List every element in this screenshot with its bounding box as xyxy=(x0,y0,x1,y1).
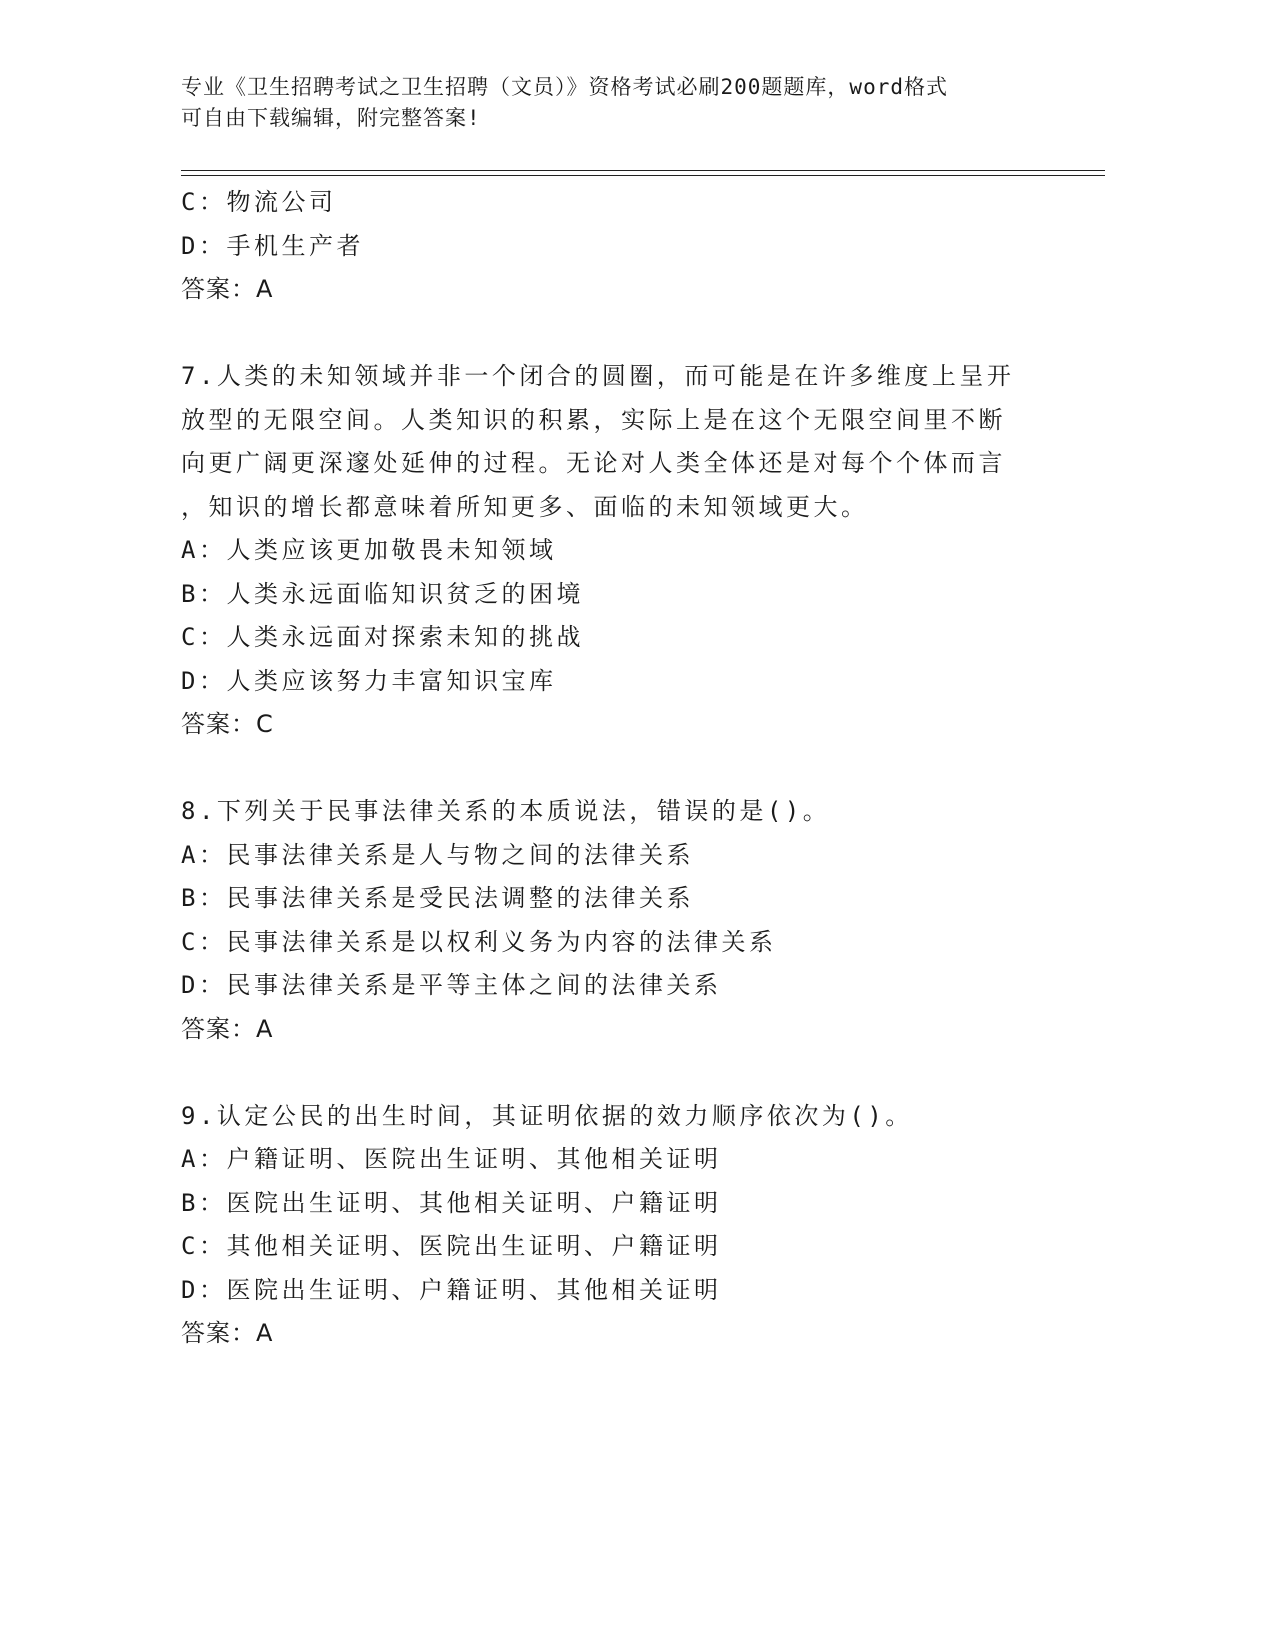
answer-line: 答案：A xyxy=(181,275,274,303)
option-c: C：物流公司 xyxy=(181,188,337,216)
question-stem-line: ，知识的增长都意味着所知更多、面临的未知领域更大。 xyxy=(181,492,869,521)
document-header xyxy=(181,72,1041,134)
question-7 xyxy=(181,355,1081,747)
option-d: D：民事法律关系是平等主体之间的法律关系 xyxy=(181,971,722,999)
header-title-line-1: 专业《卫生招聘考试之卫生招聘（文员）》资格考试必刷200题题库，word格式 xyxy=(181,75,948,99)
option-a: A：户籍证明、医院出生证明、其他相关证明 xyxy=(181,1145,722,1173)
question-content xyxy=(181,181,1081,1356)
option-d: D：手机生产者 xyxy=(181,231,364,260)
spacer xyxy=(181,1051,1081,1095)
answer-line: 答案：C xyxy=(181,710,274,738)
continued-question xyxy=(181,181,1081,312)
option-c: C：其他相关证明、医院出生证明、户籍证明 xyxy=(181,1232,722,1260)
option-d: D：医院出生证明、户籍证明、其他相关证明 xyxy=(181,1275,722,1304)
question-stem-line: 8.下列关于民事法律关系的本质说法，错误的是()。 xyxy=(181,797,831,825)
header-divider-bottom xyxy=(181,175,1105,176)
answer-line: 答案：A xyxy=(181,1319,274,1347)
option-a: A：人类应该更加敬畏未知领域 xyxy=(181,536,557,564)
question-8 xyxy=(181,790,1081,1051)
question-9 xyxy=(181,1095,1081,1356)
answer-line: 答案：A xyxy=(181,1014,274,1043)
header-title-line-2: 可自由下载编辑，附完整答案! xyxy=(181,106,481,130)
question-stem-line: 9.认定公民的出生时间，其证明依据的效力顺序依次为()。 xyxy=(181,1101,913,1130)
option-b: B：人类永远面临知识贫乏的困境 xyxy=(181,579,584,608)
question-stem-line: 7.人类的未知领域并非一个闭合的圆圈，而可能是在许多维度上呈开 xyxy=(181,362,1015,390)
option-c: C：民事法律关系是以权利义务为内容的法律关系 xyxy=(181,927,777,956)
question-stem-line: 向更广阔更深邃处延伸的过程。无论对人类全体还是对每个个体而言 xyxy=(181,449,1006,477)
option-a: A：民事法律关系是人与物之间的法律关系 xyxy=(181,840,694,869)
spacer xyxy=(181,747,1081,791)
spacer xyxy=(181,312,1081,356)
question-stem-line: 放型的无限空间。人类知识的积累，实际上是在这个无限空间里不断 xyxy=(181,405,1006,434)
option-d: D：人类应该努力丰富知识宝库 xyxy=(181,666,557,695)
header-divider-top xyxy=(181,170,1105,171)
option-c: C：人类永远面对探索未知的挑战 xyxy=(181,623,584,651)
option-b: B：医院出生证明、其他相关证明、户籍证明 xyxy=(181,1188,722,1217)
option-b: B：民事法律关系是受民法调整的法律关系 xyxy=(181,884,694,912)
